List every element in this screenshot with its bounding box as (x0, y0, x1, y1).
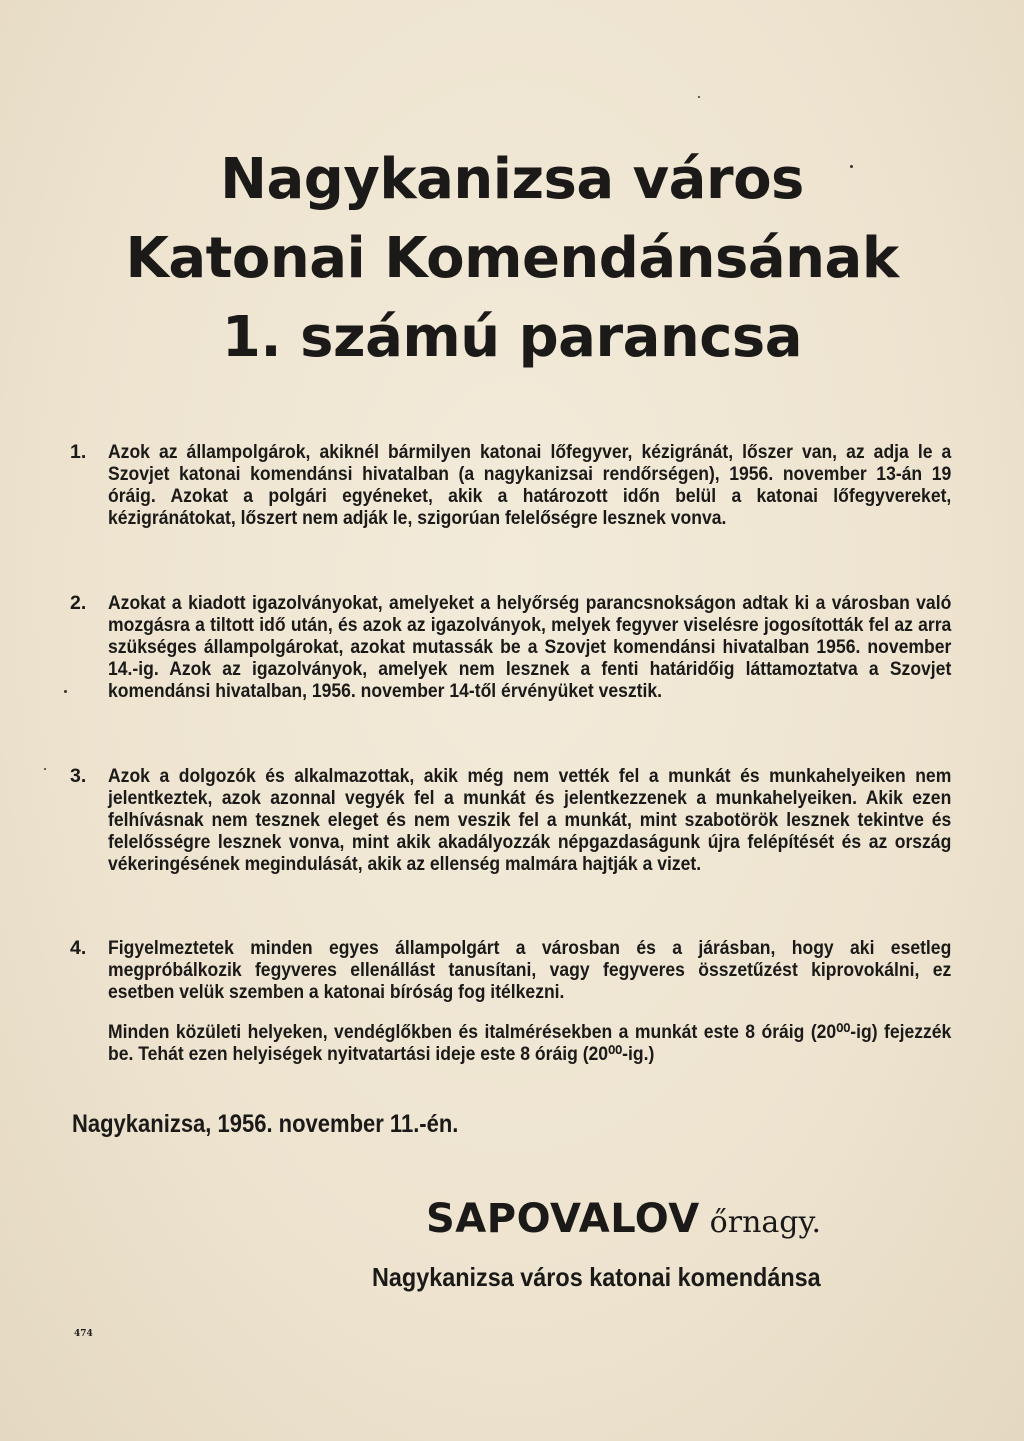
item-text: Azok a dolgozók és alkalmazottak, akik még nem vették fel a munkát és munkahelyeiken nem jelentkeztek, azok azonnal vegyék fel a munkát és jelentkezzenek a munkahelyeiken. Akik ezen felhívásnak nem tesznek eleget és nem veszik fel a munkát, mint szabotörök lesznek tekintve és felelősségre lesznek vonva, mint akik akadályozzák népgazdaságunk újra felépítését és az ország vékeringésének megindulását, akik az ellenség malmára hajtják a vizet. (108, 765, 952, 875)
closing-text: Minden közületi helyeken, vendéglőkben és italmérésekben a munkát este 8 óráig (20⁰⁰-ig) fejezzék be. Tehát ezen helyiségek nyitvatartási ideje este 8 óráig (20⁰⁰-ig.) (108, 1021, 952, 1065)
ink-speck (698, 96, 700, 98)
ink-speck (44, 768, 46, 770)
print-number: 474 (74, 1329, 93, 1339)
signature-block (426, 1196, 946, 1242)
closing-paragraph (108, 1021, 1024, 1065)
title-line-3: 1. számú parancsa (221, 305, 803, 370)
item-number: 1. (70, 441, 87, 463)
ink-speck (64, 690, 67, 693)
title-line-1: Nagykanizsa város (220, 147, 804, 212)
item-text: Figyelmeztetek minden egyes állampolgárt a városban és a járásban, hogy aki esetleg megpróbálkozik fegyveres ellenállást tanusítani, vagy fegyveres összetűzést kiprovokálni, ez esetben velük szemben a katonai bíróság fog itélkezni. (108, 937, 952, 1003)
signer-name: SAPOVALOV (426, 1196, 700, 1242)
item-text: Azok az állampolgárok, akiknél bármilyen katonai lőfegyver, kézigránát, lőszer van, az adja le a Szovjet katonai komendánsi hivatalban (a nagykanizsai rendőrségen), 1956. november 13-án 19 óráig. Azokat a polgári egyéneket, akik a határozott időn belül a katonai lőfegyvereket, kézigránátokat, lőszert nem adják le, szigorúan felelőségre lesznek vonva. (108, 441, 952, 529)
title-line-2: Katonai Komendánsának (125, 226, 899, 291)
item-number: 3. (70, 765, 87, 787)
signer-rank: őrnagy. (709, 1205, 821, 1240)
item-number: 4. (70, 937, 87, 959)
date-line: Nagykanizsa, 1956. november 11.-én. (72, 1110, 459, 1138)
item-number: 2. (70, 592, 87, 614)
item-text: Azokat a kiadott igazolványokat, amelyeket a helyőrség parancsnokságon adtak ki a városban való mozgásra a tiltott idő után, és azok az igazolványok, melyek fegyver viselésre jogosították fel az arra szükséges állampolgárokat, azokat mutassák be a Szovjet komendánsi hivatalban 1956. november 14.-ig. Azok az igazolványok, amelyek nem lesznek a fenti határidőig láttamoztatva a Szovjet komendánsi hivatalban, 1956. november 14-től érvényüket vesztik. (108, 592, 952, 702)
signer-title: Nagykanizsa város katonai komendánsa (372, 1262, 821, 1292)
ink-speck (850, 165, 853, 168)
page-title (40, 140, 984, 377)
